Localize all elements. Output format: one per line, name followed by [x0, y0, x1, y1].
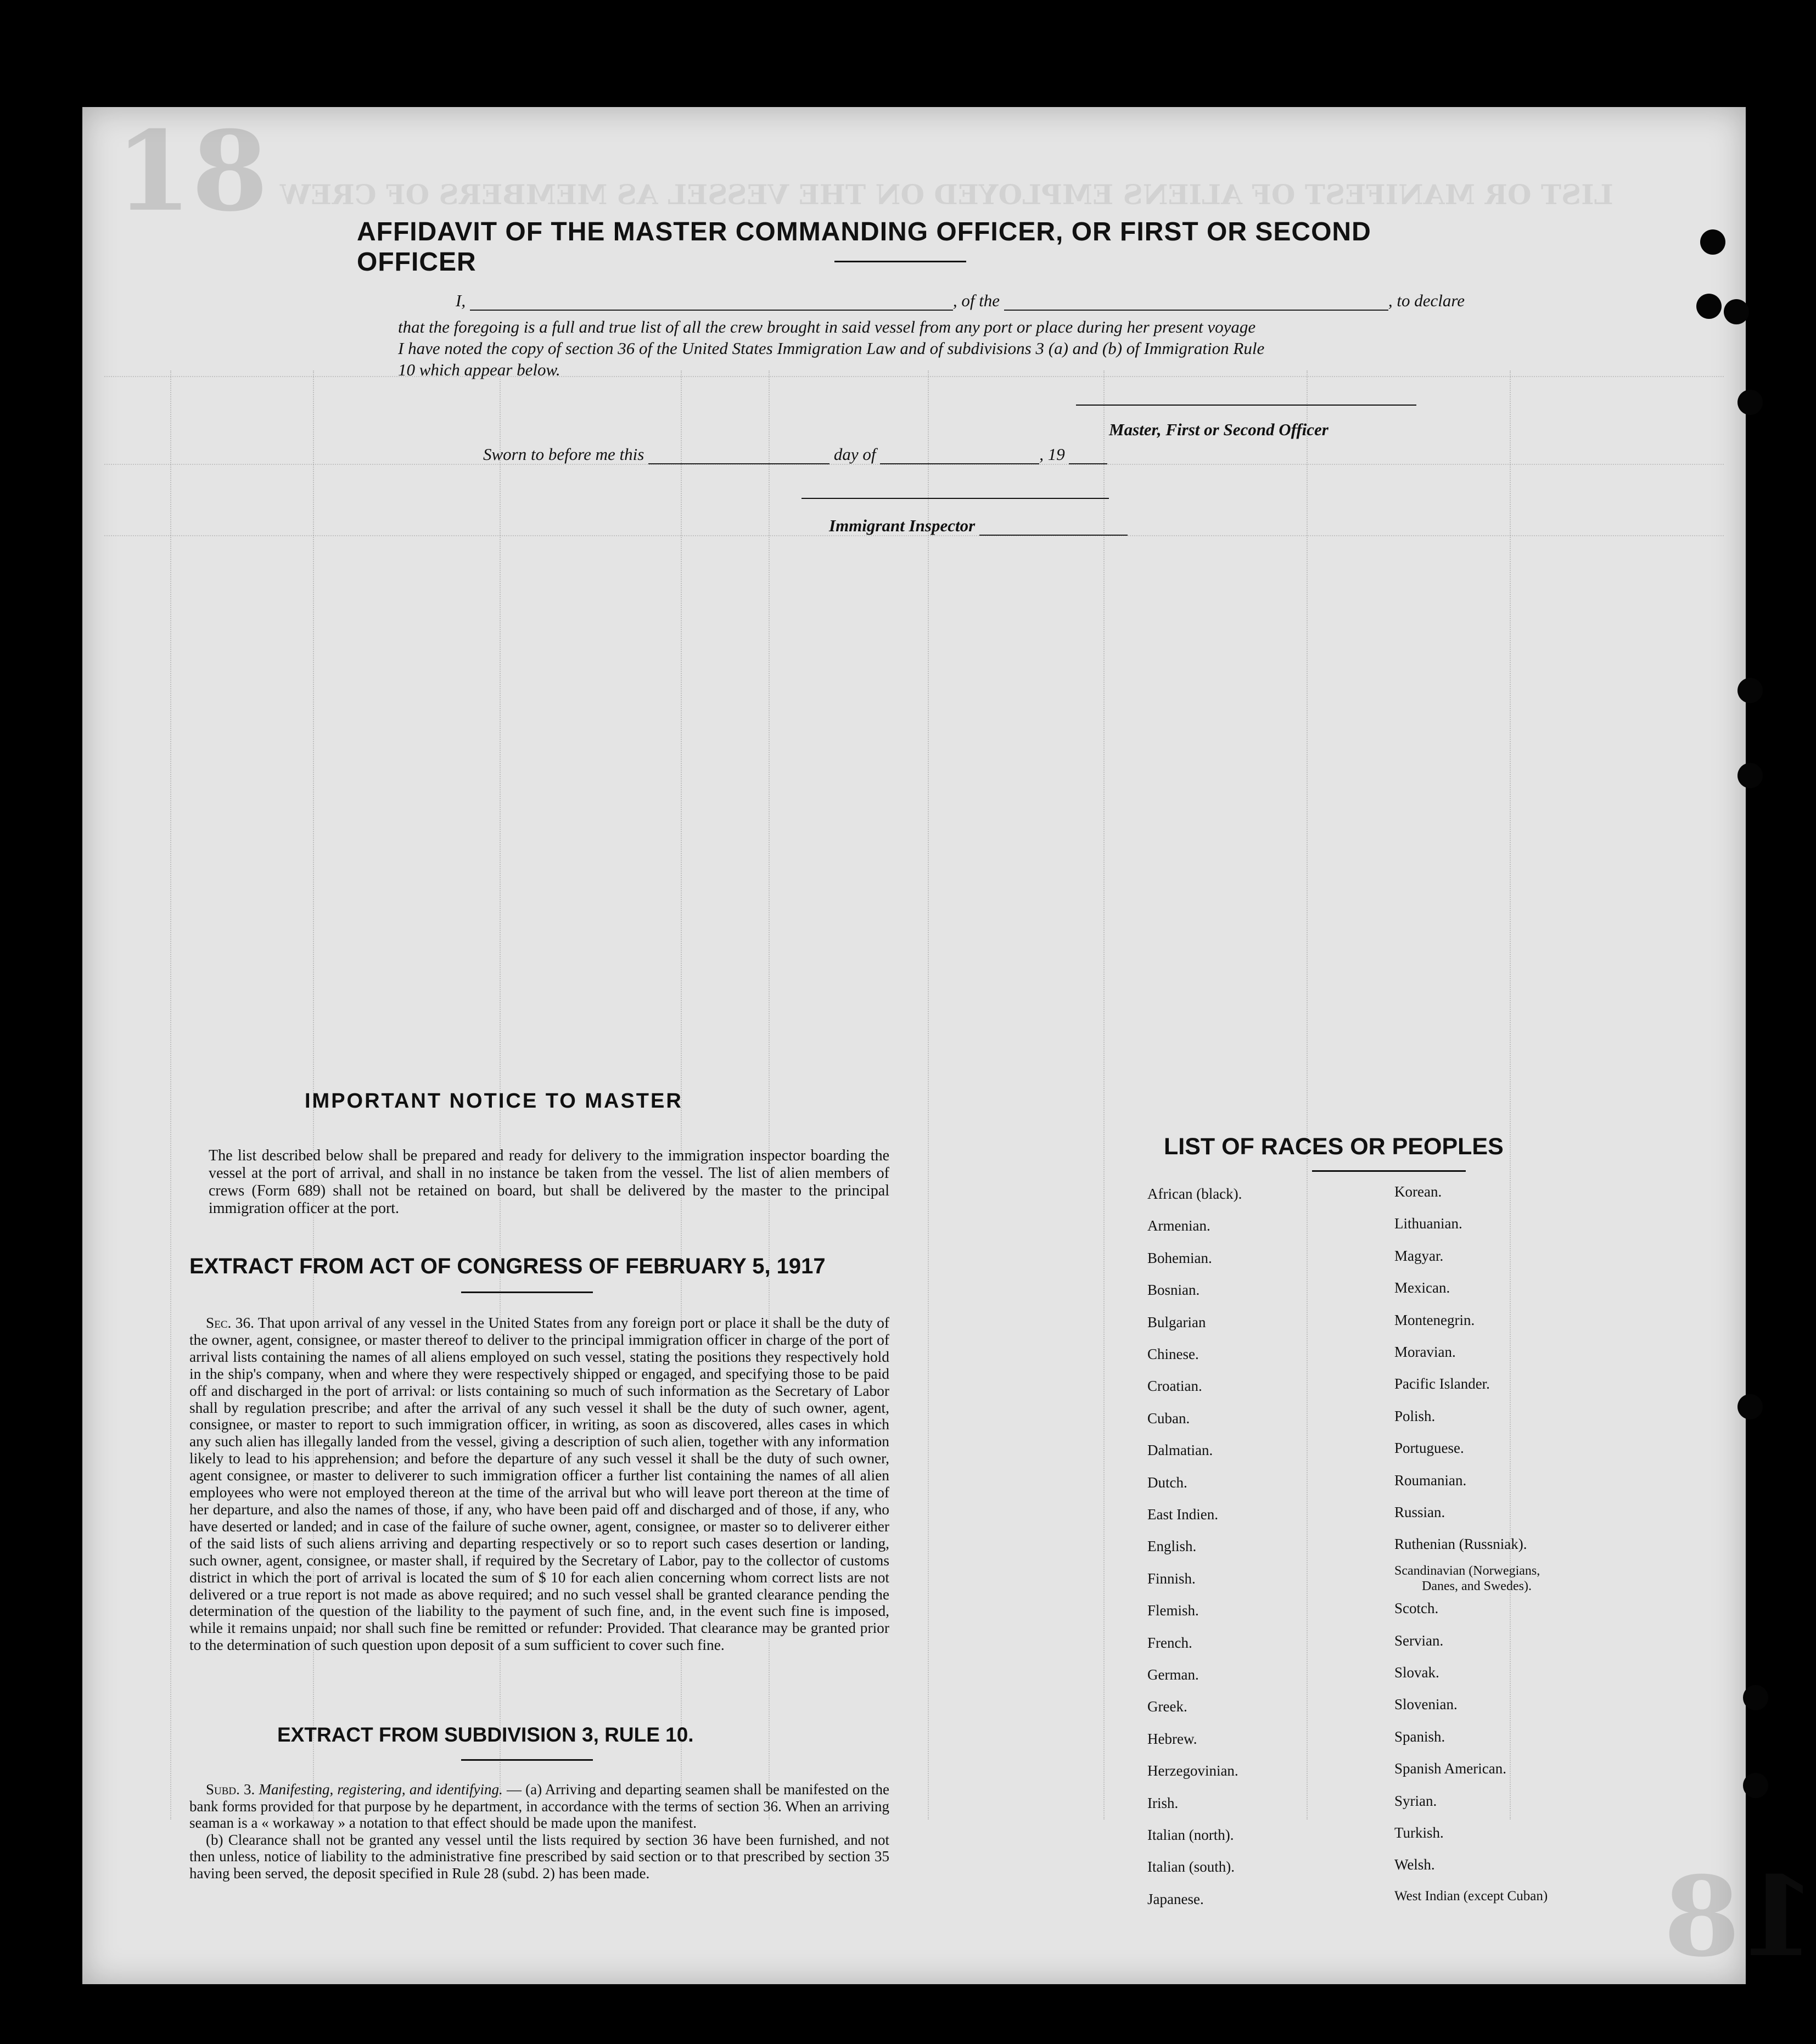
year-label: , 19 — [1039, 445, 1065, 464]
race-item-left: Croatian. — [1147, 1378, 1202, 1395]
race-item-left: Bohemian. — [1147, 1249, 1212, 1266]
race-item-left: Armenian. — [1147, 1217, 1210, 1234]
sworn-label: Sworn to before me this — [483, 445, 644, 464]
race-item-right: Moravian. — [1394, 1344, 1456, 1360]
race-item-right: Scandinavian (Norwegians, — [1394, 1563, 1540, 1578]
race-item-right: Lithuanian. — [1394, 1215, 1462, 1232]
sworn-year-blank[interactable] — [1069, 449, 1107, 464]
race-item-left: Chinese. — [1147, 1346, 1199, 1362]
race-item-right: Russian. — [1394, 1504, 1445, 1520]
punch-hole — [1696, 294, 1722, 319]
ghost-column-rule — [1307, 370, 1308, 1820]
ghost-column-rule — [1510, 370, 1511, 1820]
title-underline — [834, 261, 966, 262]
bleed-through-header: LIST OR MANIFEST OF ALIENS EMPLOYED ON THE VESSEL AS MEMBERS OF CREW — [280, 178, 1613, 211]
race-item-left: Cuban. — [1147, 1410, 1190, 1427]
affidavit-line-1 — [456, 291, 1465, 311]
sec-36-label: Sec. 36. — [206, 1315, 254, 1331]
race-item-left: Hebrew. — [1147, 1730, 1197, 1747]
ghost-row-rule — [104, 376, 1724, 377]
sec-36-body: That upon arrival of any vessel in the United States from any foreign port or place it shall be the duty of the owner, agent, consignee, or master thereof to deliver to the principal immigration officer in charge of the port of arrival lists containing the names of all aliens employed on such vessel, stating the positions they respectively hold in the ship's company, when and where they were respectively shipped or engaged, and specifying those to be paid off and discharged in the port of arrival: or lists containing so much of such information as the Secretary of Labor shall by regulation prescribe; and after the arrival of any such vessel it shall be the duty of such owner, agent, consignee, or master to report to such immigration officer, in writing, as soon as discovered, alles cases in which any such alien has illegally landed from the vessel, giving a description of such alien, together with any information likely to lead to his apprehension; and before the departure of any such vessel it shall be the duty of such owner, agent consignee, or master to deliverer to such immigration officer a further list containing the names of all alien employees who were not employed thereon at the time of the arrival but who will leave port thereon at the time of her departure, and also the names of those, if any, who have been paid off and discharged and of those, if any, who have deserted or landed; and in case of the failure of suche owner, agent, consignee, or master so to deliverer either of the said lists of such aliens arriving and departing respectively or so to report such cases desertion or landing, such owner, agent, consignee, or master shall, if required by the Secretary of Labor, pay to the collector of customs district in which the port of arrival is located the sum of $ 10 for each alien concerning whom correct lists are not delivered or a true report is not made as above required; and no such vessel shall be granted clearance pending the determination of the question of the liability to the payment of such fine, and, in the event such fine is imposed, while it remains unpaid; nor shall such fine be remitted or refunder: Provided. That clearance may be granted prior to the determination of such question upon deposit of a sum sufficient to cover such fine. — [189, 1315, 889, 1654]
inspector-signature-line[interactable] — [801, 498, 1109, 499]
race-item-right: Spanish American. — [1394, 1760, 1506, 1777]
affidavit-title: AFFIDAVIT OF THE MASTER COMMANDING OFFICER, OR FIRST OR SECOND OFFICER — [357, 217, 1371, 277]
race-item-right: West Indian (except Cuban) — [1394, 1888, 1548, 1903]
race-item-right: Spanish. — [1394, 1728, 1445, 1745]
ghost-column-rule — [170, 370, 171, 1820]
punch-hole — [1737, 390, 1763, 415]
punch-hole — [1737, 1394, 1763, 1419]
race-item-right: Korean. — [1394, 1183, 1442, 1200]
ghost-column-rule — [928, 370, 929, 1820]
to-declare-label: , to declare — [1388, 291, 1465, 310]
race-item-right: Scotch. — [1394, 1600, 1439, 1617]
race-item-left: Dutch. — [1147, 1474, 1187, 1491]
punch-hole — [1743, 1685, 1768, 1710]
extract-act-title: EXTRACT FROM ACT OF CONGRESS OF FEBRUARY 5, 1917 — [189, 1254, 826, 1278]
important-notice-title: IMPORTANT NOTICE TO MASTER — [305, 1090, 683, 1113]
inspector-blank[interactable] — [979, 525, 1128, 536]
race-item-right: Montenegrin. — [1394, 1311, 1475, 1328]
extract-rule-text — [189, 1781, 889, 1882]
vessel-blank[interactable] — [1004, 295, 1388, 311]
race-item-left: Italian (north). — [1147, 1827, 1234, 1843]
punch-hole — [1724, 299, 1749, 324]
race-item-right: Servian. — [1394, 1632, 1444, 1649]
affidavit-line-3: I have noted the copy of section 36 of the United States Immigration Law and of subdivisions 3 (a) and (b) of Immigration Rule — [398, 339, 1265, 358]
race-item-left: Dalmatian. — [1147, 1442, 1213, 1459]
sworn-line — [483, 445, 1107, 464]
subd-3-part-b: (b) Clearance shall not be granted any vessel until the lists required by section 36 have been furnished, and not then unless, notice of liability to the administrative fine prescribed by said section or to that prescribed by section 35 having been served, the deposit specified in Rule 28 (subd. 2) has been made. — [189, 1831, 889, 1882]
punch-hole — [1700, 229, 1725, 255]
bleed-through-page-number: 18 — [115, 107, 268, 236]
race-item-left: Flemish. — [1147, 1602, 1199, 1619]
punch-hole — [1737, 763, 1763, 788]
race-item-left: Italian (south). — [1147, 1858, 1235, 1875]
manifest-sheet — [82, 107, 1816, 1984]
extract-rule-underline — [461, 1759, 593, 1761]
sworn-month-blank[interactable] — [880, 449, 1039, 464]
races-title-underline — [1312, 1170, 1466, 1172]
name-blank[interactable] — [470, 295, 953, 311]
race-item-left: Bosnian. — [1147, 1282, 1200, 1299]
race-item-right-continuation: Danes, and Swedes). — [1422, 1579, 1532, 1593]
race-item-left: East Indien. — [1147, 1506, 1218, 1523]
race-item-right: Portuguese. — [1394, 1440, 1464, 1457]
punch-hole — [1743, 1773, 1768, 1798]
affidavit-line-2: that the foregoing is a full and true list of all the crew brought in said vessel from any port or place during her present voyage — [398, 317, 1256, 336]
race-item-right: Slovak. — [1394, 1664, 1439, 1681]
race-item-left: Greek. — [1147, 1698, 1187, 1715]
day-of-label: day of — [833, 445, 876, 464]
extract-rule-title: EXTRACT FROM SUBDIVISION 3, RULE 10. — [277, 1723, 694, 1746]
race-item-right: Polish. — [1394, 1407, 1436, 1424]
race-item-right: Magyar. — [1394, 1247, 1444, 1264]
race-item-right: Slovenian. — [1394, 1696, 1458, 1713]
race-item-right: Roumanian. — [1394, 1472, 1467, 1489]
inspector-line — [829, 516, 1128, 536]
race-item-left: Herzegovinian. — [1147, 1762, 1238, 1779]
race-item-left: Finnish. — [1147, 1570, 1196, 1587]
race-item-left: Bulgarian — [1147, 1313, 1206, 1330]
extract-act-underline — [461, 1291, 593, 1293]
race-item-right: Pacific Islander. — [1394, 1375, 1490, 1392]
master-signature-label: Master, First or Second Officer — [1109, 420, 1329, 439]
race-item-left: African (black). — [1147, 1186, 1242, 1202]
races-title: LIST OF RACES OR PEOPLES — [1164, 1133, 1504, 1160]
race-item-left: Irish. — [1147, 1794, 1179, 1811]
sworn-day-blank[interactable] — [648, 449, 829, 464]
race-item-right: Ruthenian (Russniak). — [1394, 1536, 1527, 1553]
subd-3-heading: Manifesting, registering, and identifying. — [259, 1781, 503, 1798]
race-item-left: French. — [1147, 1634, 1192, 1651]
race-item-right: Mexican. — [1394, 1279, 1450, 1296]
race-item-left: German. — [1147, 1666, 1199, 1683]
i-label: I, — [456, 291, 466, 310]
punch-hole — [1737, 678, 1763, 703]
bleed-through-page-number-bottom: 18 — [1663, 1852, 1816, 1981]
subd-3-label: Subd. 3. — [206, 1781, 255, 1798]
race-item-right: Turkish. — [1394, 1824, 1444, 1841]
race-item-left: Japanese. — [1147, 1890, 1204, 1907]
race-item-left: English. — [1147, 1538, 1197, 1555]
ghost-column-rule — [1103, 370, 1105, 1820]
race-item-right: Syrian. — [1394, 1792, 1437, 1809]
inspector-label: Immigrant Inspector — [829, 516, 976, 535]
subd-3-part-a: — (a) Arriving and departing seamen shall be manifested on the bank forms provided for that purpose by he department, in accordance with the terms of section 36. When an arriving seaman is a « workaway » a notation to that effect should be made upon the manifest. — [189, 1781, 889, 1831]
of-the-label: , of the — [952, 291, 1000, 310]
extract-act-text — [189, 1315, 889, 1654]
race-item-right: Welsh. — [1394, 1856, 1435, 1873]
affidavit-line-4: 10 which appear below. — [398, 360, 561, 379]
important-notice-text: The list described below shall be prepared and ready for delivery to the immigration inspector boarding the vessel at the port of arrival, and shall in no instance be taken from the vessel. The list of alien members of crews (Form 689) shall not be retained on board, but shall be delivered by the master to the principal immigration officer at the port. — [209, 1147, 889, 1217]
master-signature-line[interactable] — [1076, 405, 1416, 406]
